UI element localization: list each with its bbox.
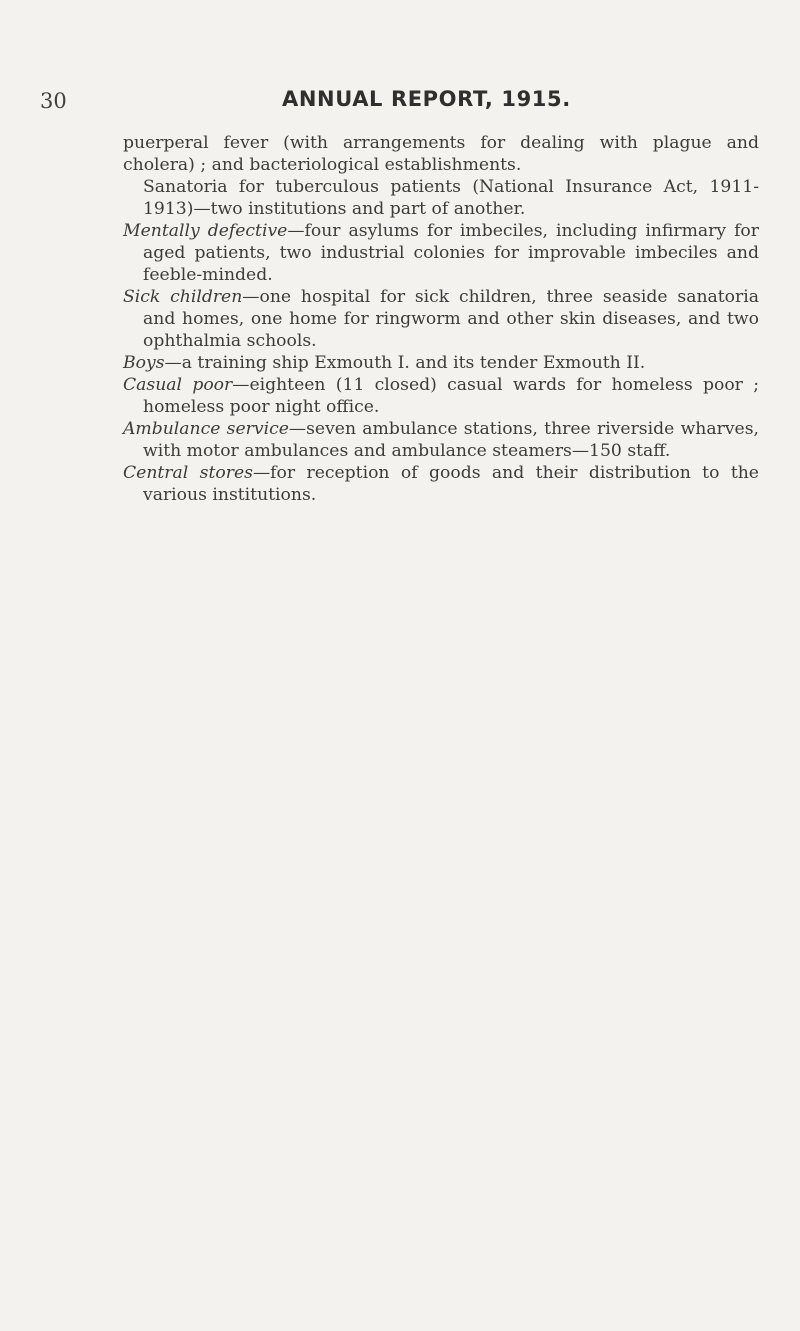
page-number: 30 <box>40 89 67 113</box>
report-body <box>123 132 759 506</box>
em-dash: — <box>232 375 250 395</box>
paragraph-text: Sanatoria for tuberculous patients (National Insurance Act, 1911-1913)—two institutions and part of another. <box>143 177 759 219</box>
paragraph-sanatoria <box>123 176 759 220</box>
section-label: Boys <box>123 353 165 373</box>
paragraph-continuation <box>123 132 759 176</box>
paragraph-boys <box>123 352 759 374</box>
paragraph-text: one hospital for sick children, three seaside sanatoria and homes, one home for ringworm and other skin diseases, and two ophthalmia schools. <box>143 287 759 351</box>
paragraph-text: seven ambulance stations, three riverside wharves, with motor ambulances and ambulance steamers—150 staff. <box>143 419 759 461</box>
paragraph-casual-poor <box>123 374 759 418</box>
em-dash: — <box>287 221 305 241</box>
paragraph-text: a training ship Exmouth I. and its tender Exmouth II. <box>181 353 646 373</box>
section-label: Casual poor <box>123 375 233 395</box>
em-dash: — <box>288 419 307 439</box>
em-dash: — <box>164 353 182 373</box>
paragraph-text: for reception of goods and their distribution to the various institutions. <box>143 463 759 505</box>
em-dash: — <box>242 287 260 307</box>
paragraph-sick-children <box>123 286 759 352</box>
paragraph-central-stores <box>123 462 759 506</box>
paragraph-text: puerperal fever (with arrangements for dealing with plague and cholera) ; and bacteriological establishments. <box>123 133 759 175</box>
section-label: Central stores <box>123 463 253 483</box>
paragraph-text: four asylums for imbeciles, including infirmary for aged patients, two industrial colonies for improvable imbeciles and feeble-minded. <box>143 221 759 285</box>
section-label: Sick children <box>123 287 243 307</box>
paragraph-ambulance-service <box>123 418 759 462</box>
section-label: Mentally defective <box>123 221 288 241</box>
paragraph-text: eighteen (11 closed) casual wards for homeless poor ; homeless poor night office. <box>143 375 759 417</box>
em-dash: — <box>252 463 271 483</box>
page-title: ANNUAL REPORT, 1915. <box>282 87 571 111</box>
paragraph-mentally-defective <box>123 220 759 286</box>
section-label: Ambulance service <box>123 419 289 439</box>
